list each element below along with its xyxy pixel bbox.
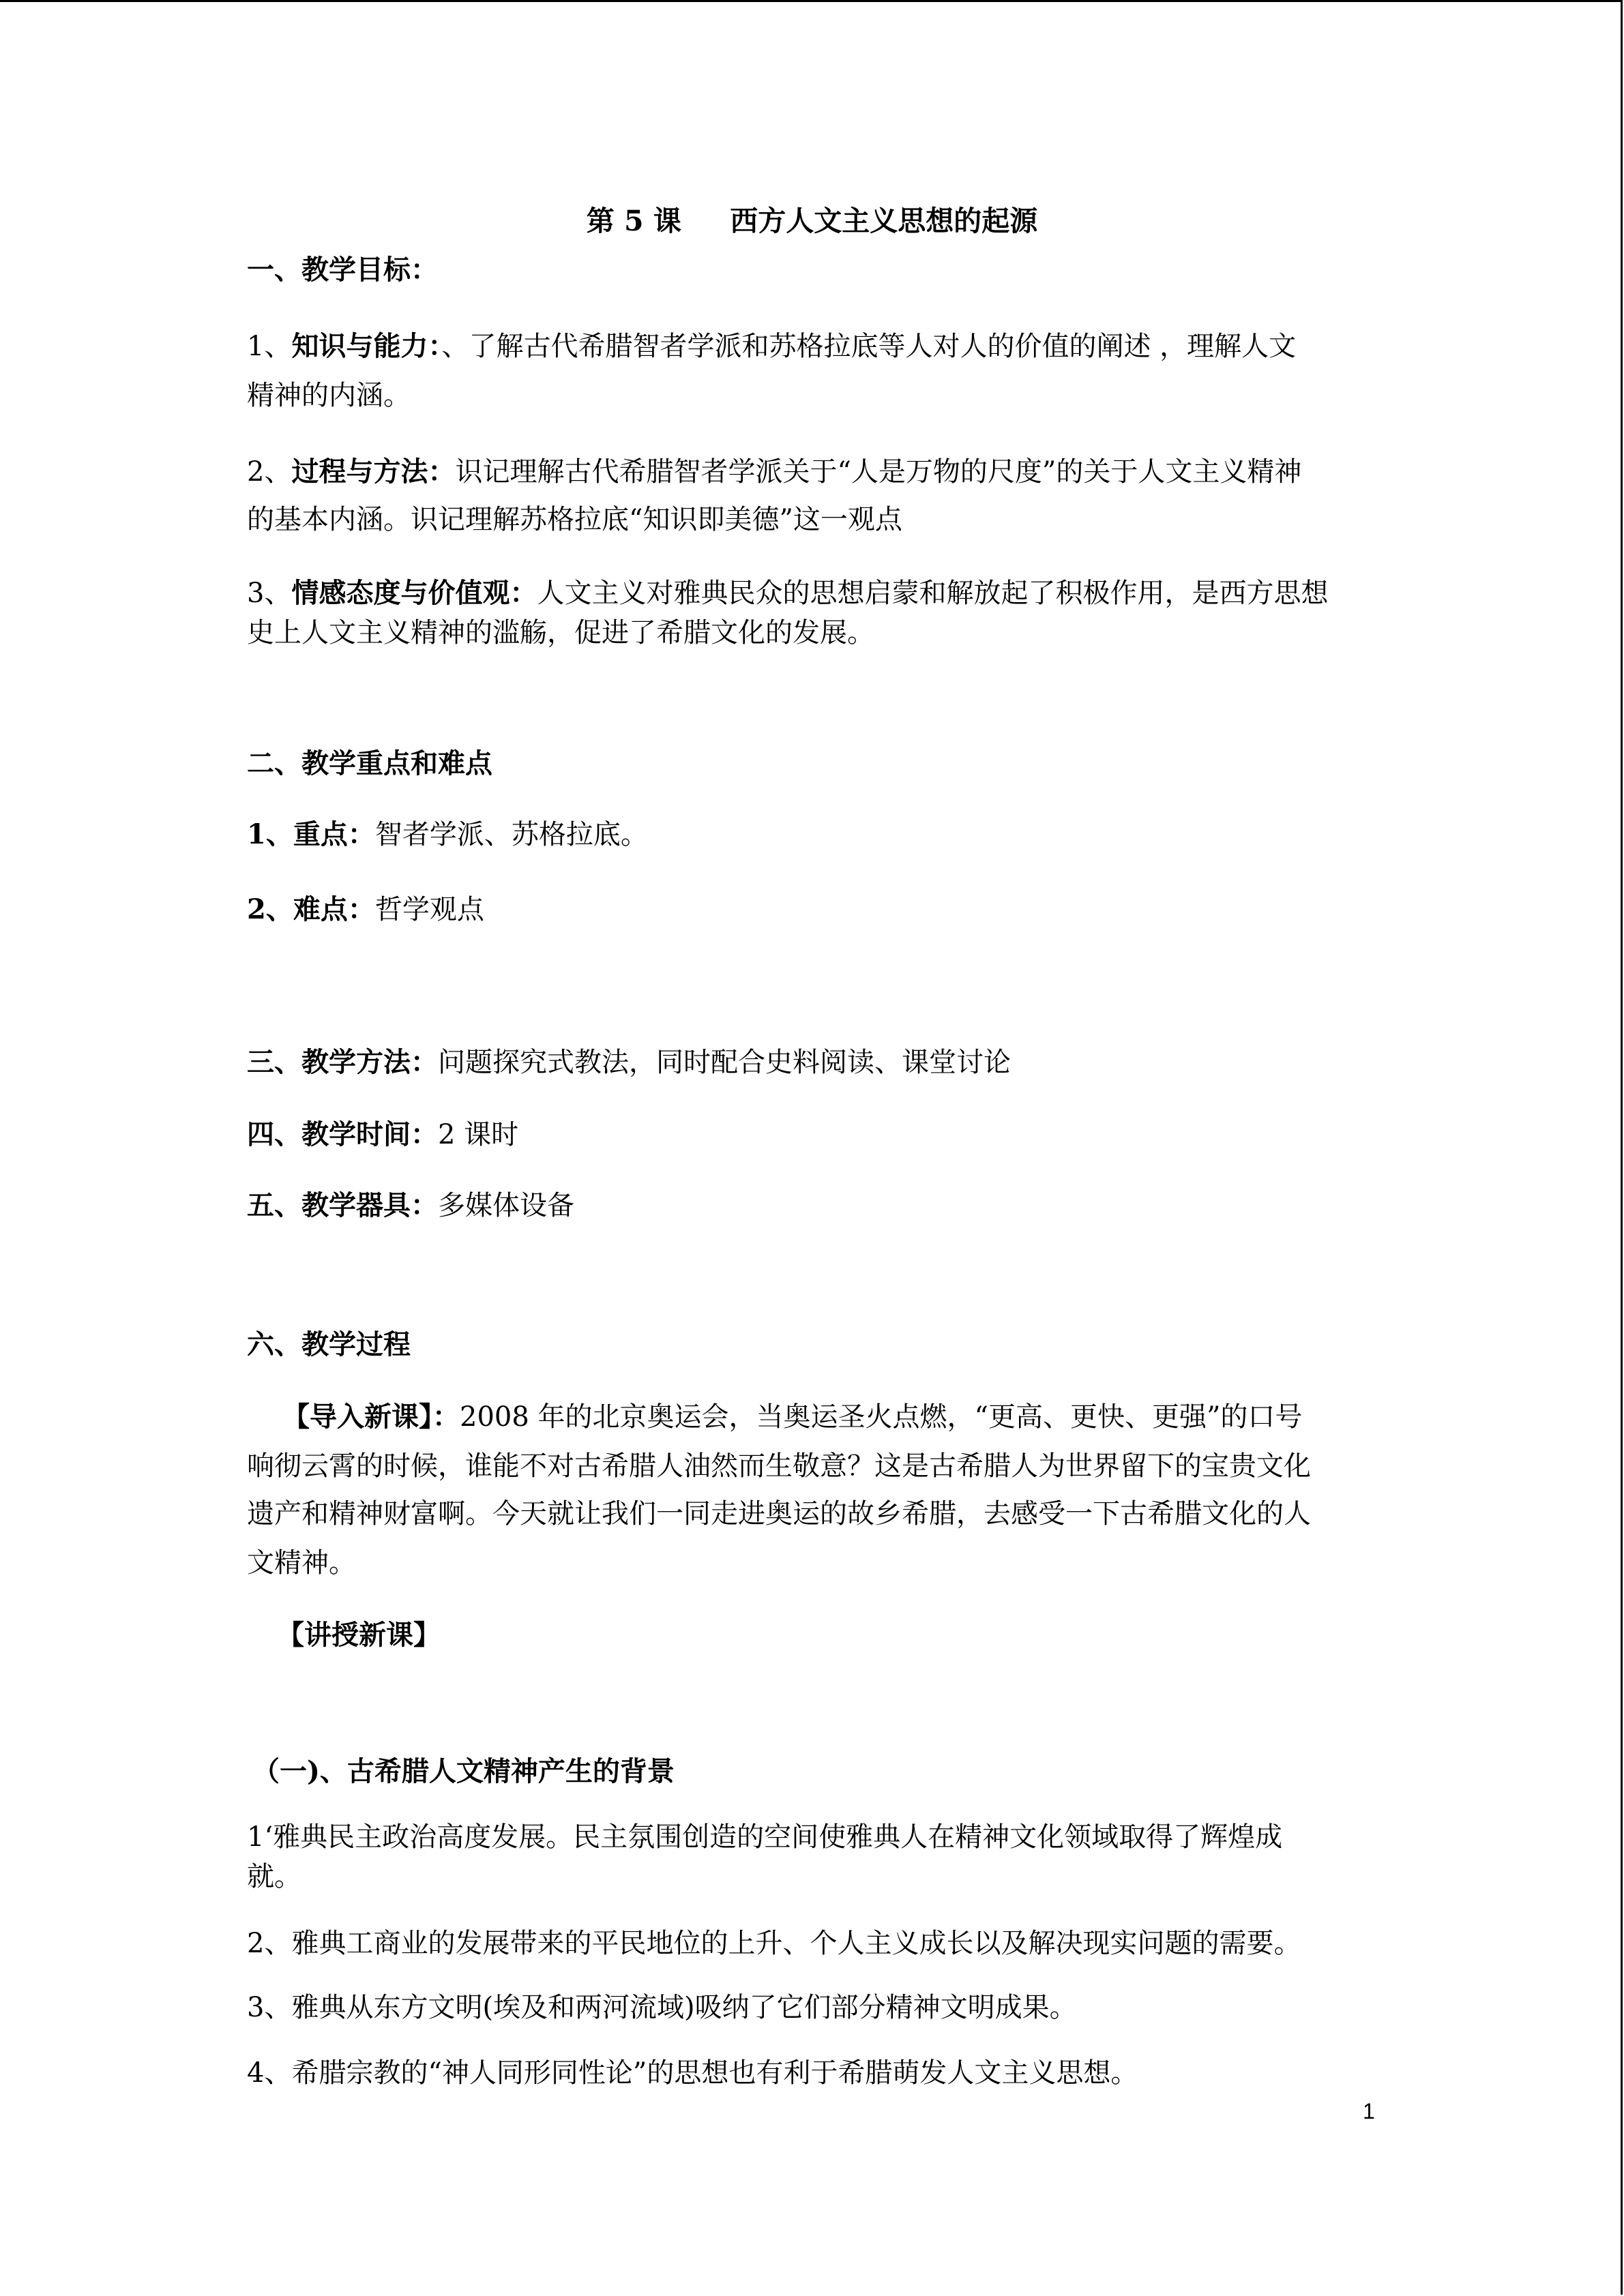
objective-2-text: 识记理解古代希腊智者学派关于“人是万物的尺度”的关于人文主义精神 xyxy=(455,456,1302,488)
objective-1-label: 1、 xyxy=(247,331,292,362)
objective-1-line-1 xyxy=(247,330,1296,363)
objective-1-title: 知识与能力： xyxy=(291,330,442,362)
teaching-time-label: 四、教学时间： xyxy=(247,1118,438,1150)
key-point-label: 1、重点： xyxy=(247,818,375,850)
objective-2-label: 2、 xyxy=(247,456,292,488)
intro-text-1: 2008 年的北京奥运会，当奥运圣火点燃，“更高、更快、更强”的口号 xyxy=(460,1401,1303,1433)
teaching-method xyxy=(247,1046,1011,1079)
background-1-line-2: 就。 xyxy=(247,1861,301,1892)
objective-2-line-2: 的基本内涵。识记理解苏格拉底“知识即美德”这一观点 xyxy=(247,504,902,535)
teaching-time xyxy=(247,1118,518,1151)
objective-3-line-1 xyxy=(247,577,1328,610)
intro-line-4: 文精神。 xyxy=(247,1547,356,1579)
objective-2-title: 过程与方法： xyxy=(291,456,456,488)
page-title: 第 5 课 西方人文主义思想的起源 xyxy=(586,205,1038,237)
teaching-time-text: 2 课时 xyxy=(438,1119,519,1150)
background-1-line-1: 1‘雅典民主政治高度发展。民主氛围创造的空间使雅典人在精神文化领域取得了辉煌成 xyxy=(247,1821,1283,1853)
objective-3-title: 情感态度与价值观： xyxy=(291,577,537,609)
page-number: 1 xyxy=(1363,2099,1375,2123)
intro-line-3: 遗产和精神财富啊。今天就让我们一同走进奥运的故乡希腊，去感受一下古希腊文化的人 xyxy=(247,1498,1311,1530)
background-2: 2、雅典工商业的发展带来的平民地位的上升、个人主义成长以及解决现实问题的需要。 xyxy=(247,1928,1301,1959)
section-2-heading: 二、教学重点和难点 xyxy=(247,747,492,779)
difficult-point-text: 哲学观点 xyxy=(374,894,484,925)
objective-3-label: 3、 xyxy=(247,578,292,609)
background-4: 4、希腊宗教的“神人同形同性论”的思想也有利于希腊萌发人文主义思想。 xyxy=(247,2057,1138,2089)
intro-line-1 xyxy=(282,1401,1302,1433)
objective-3-text: 人文主义对雅典民众的思想启蒙和解放起了积极作用，是西方思想 xyxy=(537,578,1329,609)
objective-1-line-2: 精神的内涵。 xyxy=(247,380,411,411)
objective-3-line-2: 史上人文主义精神的滥觞，促进了希腊文化的发展。 xyxy=(247,617,874,648)
teaching-equipment-text: 多媒体设备 xyxy=(438,1190,574,1221)
section-1-heading: 一、教学目标： xyxy=(247,254,438,286)
teaching-method-label: 三、教学方法： xyxy=(247,1046,438,1078)
subsection-1-heading: （一)、古希腊人文精神产生的背景 xyxy=(252,1755,675,1787)
background-3: 3、雅典从东方文明(埃及和两河流域)吸纳了它们部分精神文明成果。 xyxy=(247,1992,1077,2023)
difficult-point xyxy=(247,893,484,926)
section-6-heading: 六、教学过程 xyxy=(247,1328,411,1360)
new-lesson-label: 【讲授新课】 xyxy=(277,1619,441,1651)
teaching-equipment xyxy=(247,1189,574,1222)
key-point xyxy=(247,818,648,851)
teaching-method-text: 问题探究式教法，同时配合史料阅读、课堂讨论 xyxy=(438,1047,1011,1078)
difficult-point-label: 2、难点： xyxy=(247,893,375,925)
intro-label: 【导入新课】： xyxy=(282,1401,460,1433)
key-point-text: 智者学派、苏格拉底。 xyxy=(374,819,648,850)
intro-line-2: 响彻云霄的时候，谁能不对古希腊人油然而生敬意？这是古希腊人为世界留下的宝贵文化 xyxy=(247,1450,1311,1482)
objective-1-text: 、了解古代希腊智者学派和苏格拉底等人对人的价值的阐述 ，理解人文 xyxy=(441,331,1297,362)
teaching-equipment-label: 五、教学器具： xyxy=(247,1189,438,1221)
objective-2-line-1 xyxy=(247,456,1301,488)
